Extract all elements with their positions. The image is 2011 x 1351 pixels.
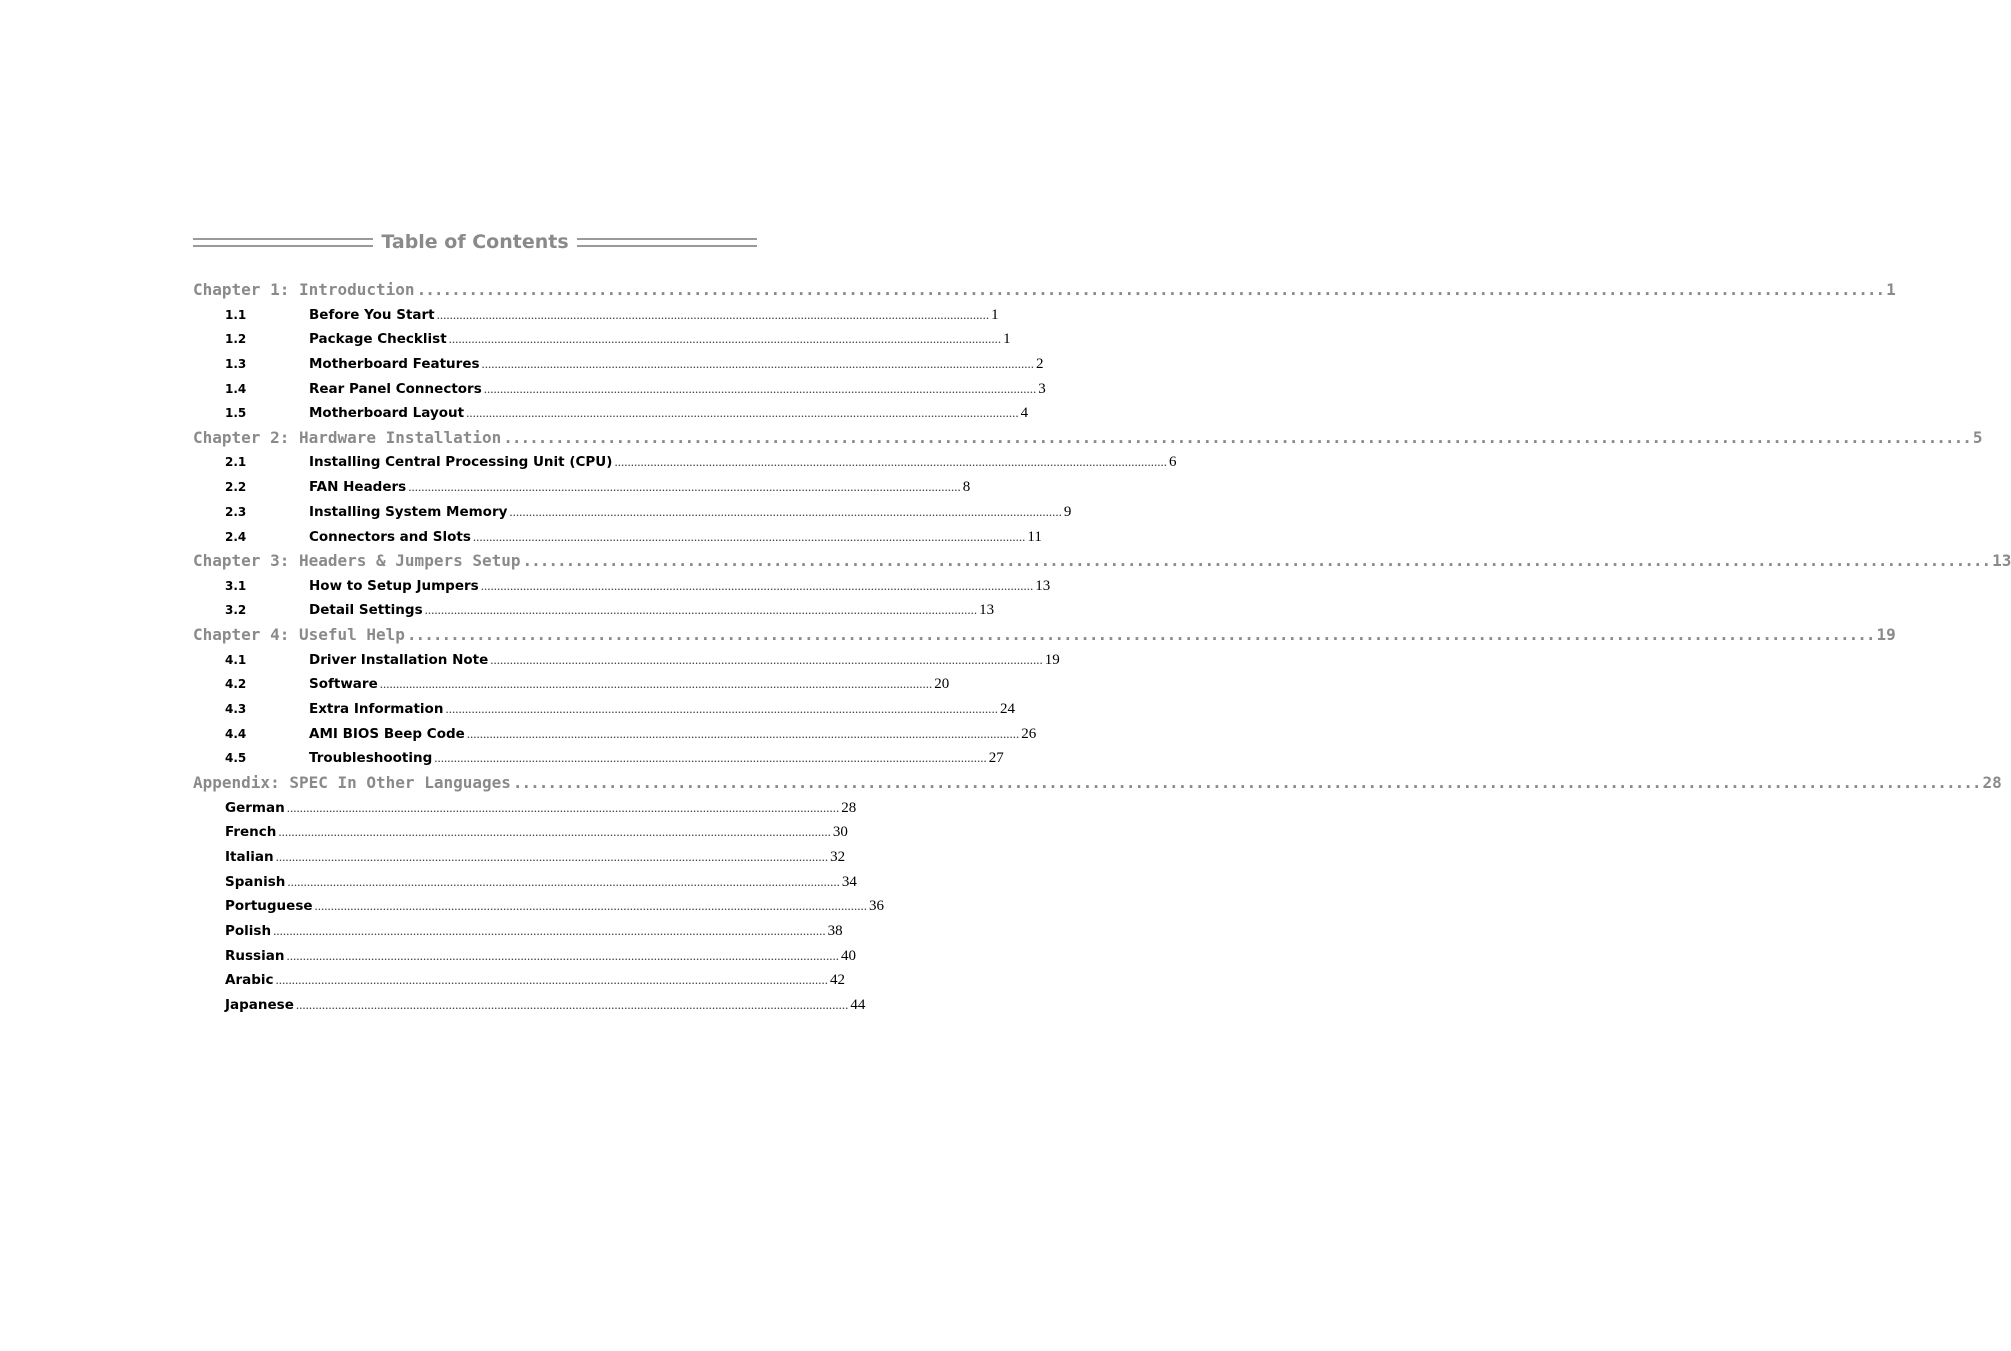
toc-language-entry <box>193 968 846 993</box>
page-number: 44 <box>850 997 866 1013</box>
toc-language-entry <box>193 944 856 969</box>
section-number: 1.1 <box>225 307 247 322</box>
toc-section-entry <box>193 648 1060 673</box>
chapter-title: Chapter 1: Introduction <box>193 280 415 299</box>
page-number: 30 <box>832 824 848 841</box>
page-number: 1 <box>991 306 999 323</box>
page-number: 13 <box>1992 551 2011 571</box>
toc-chapter-entry <box>193 623 1896 648</box>
section-title: Motherboard Layout <box>309 405 465 422</box>
dot-leader: .......................................................................................................................................................................... <box>273 922 826 938</box>
section-number: 2.3 <box>225 504 247 519</box>
page-number: 19 <box>1876 625 1896 645</box>
section-number: 4.3 <box>225 701 247 716</box>
toc-section-entry <box>193 475 971 500</box>
toc-section-entry <box>193 450 1177 475</box>
section-number: 4.2 <box>225 677 247 692</box>
section-number: 1.3 <box>225 356 247 371</box>
right-double-rule <box>577 238 757 247</box>
page-number: 28 <box>1982 773 2002 792</box>
dot-leader: .......................................................................................................................................................................... <box>286 947 839 963</box>
dot-leader: .......................................................................................................................................................................... <box>512 773 1981 792</box>
toc-section-entry <box>193 500 1072 525</box>
page-title: Table of Contents <box>381 231 569 253</box>
page-number: 4 <box>1020 405 1029 422</box>
page-number: 27 <box>988 750 1004 767</box>
dot-leader: .......................................................................................................................................................................... <box>445 700 998 716</box>
toc-section-entry <box>193 303 999 328</box>
dot-leader: .......................................................................................................................................................................... <box>275 972 829 988</box>
chapter-title: Chapter 2: Hardware Installation <box>193 427 502 447</box>
language-title: Italian <box>225 848 274 865</box>
section-title: FAN Headers <box>309 479 407 496</box>
toc-language-entry <box>193 993 866 1018</box>
section-number: 2.2 <box>225 480 247 495</box>
dot-leader: .......................................................................................................................................................................... <box>614 454 1167 470</box>
section-title: Rear Panel Connectors <box>309 380 482 397</box>
toc-chapter-entry <box>193 278 1896 303</box>
dot-leader: .......................................................................................................................................................................... <box>278 824 831 840</box>
page-number: 34 <box>841 873 857 890</box>
toc-section-entry <box>193 672 950 697</box>
dot-leader: .......................................................................................................................................................................... <box>434 750 987 766</box>
dot-leader: .......................................................................................................................................................................... <box>406 625 1875 645</box>
toc-chapter-entry <box>193 549 2011 574</box>
section-number: 3.1 <box>225 578 247 593</box>
toc-section-entry <box>193 722 1037 747</box>
page-number: 13 <box>979 602 995 619</box>
page-number: 2 <box>1036 355 1044 372</box>
toc-section-entry <box>193 377 1046 402</box>
page-number: 20 <box>934 676 950 693</box>
section-number: 4.5 <box>225 751 247 766</box>
chapter-title: Chapter 3: Headers & Jumpers Setup <box>193 551 521 571</box>
dot-leader: .......................................................................................................................................................................... <box>466 725 1020 741</box>
toc-language-entry <box>193 845 846 870</box>
chapter-title: Appendix: SPEC In Other Languages <box>193 773 511 792</box>
left-double-rule <box>193 238 373 247</box>
section-number: 1.5 <box>225 406 247 421</box>
dot-leader: .......................................................................................................................................................................... <box>408 479 961 495</box>
page-number: 13 <box>1035 577 1051 594</box>
section-title: Installing Central Processing Unit (CPU) <box>309 454 613 471</box>
page-number: 11 <box>1027 528 1042 545</box>
language-title: Polish <box>225 922 272 939</box>
page-number: 42 <box>830 972 846 989</box>
page-number: 26 <box>1021 725 1037 742</box>
toc-language-entry <box>193 870 857 895</box>
dot-leader: .......................................................................................................................................................................... <box>416 280 1885 299</box>
dot-leader: .......................................................................................................................................................................... <box>480 577 1034 593</box>
page-number: 1 <box>1003 331 1011 348</box>
section-number: 3.2 <box>225 603 247 618</box>
section-number: 2.4 <box>225 529 247 544</box>
toc-section-entry <box>193 746 1004 771</box>
language-title: Russian <box>225 947 285 964</box>
language-title: Japanese <box>225 997 294 1013</box>
page-number: 28 <box>841 799 857 816</box>
toc-section-entry <box>193 352 1044 377</box>
page-number: 5 <box>1972 427 1983 447</box>
section-number: 1.4 <box>225 381 247 396</box>
section-number: 4.1 <box>225 652 247 667</box>
section-title: Before You Start <box>309 306 435 323</box>
toc-section-entry <box>193 697 1015 722</box>
dot-leader: .......................................................................................................................................................................... <box>509 503 1062 519</box>
dot-leader: .......................................................................................................................................................................... <box>314 898 868 914</box>
dot-leader: .......................................................................................................................................................................... <box>472 528 1026 544</box>
language-title: French <box>225 824 277 841</box>
page-number: 19 <box>1044 651 1060 668</box>
dot-leader: .......................................................................................................................................................................... <box>295 997 849 1012</box>
section-title: Detail Settings <box>309 602 423 619</box>
toc-language-entry <box>193 820 848 845</box>
dot-leader: .......................................................................................................................................................................... <box>490 651 1043 667</box>
dot-leader: .......................................................................................................................................................................... <box>424 602 978 618</box>
dot-leader: .......................................................................................................................................................................... <box>522 551 1991 571</box>
page-number: 24 <box>999 700 1015 717</box>
toc-section-entry <box>193 525 1042 550</box>
dot-leader: .......................................................................................................................................................................... <box>503 427 1971 447</box>
section-title: AMI BIOS Beep Code <box>309 725 465 742</box>
page-number: 38 <box>827 922 843 939</box>
dot-leader: .......................................................................................................................................................................... <box>436 306 990 322</box>
page-number: 3 <box>1038 380 1046 397</box>
section-title: Package Checklist <box>309 331 447 348</box>
page-number: 40 <box>840 947 856 964</box>
toc-language-entry <box>193 919 843 944</box>
section-title: Connectors and Slots <box>309 528 471 545</box>
toc-header <box>193 228 757 256</box>
page-number: 8 <box>962 479 971 496</box>
section-number: 2.1 <box>225 455 247 470</box>
section-title: Software <box>309 676 378 693</box>
page-number: 1 <box>1886 280 1896 299</box>
page-number: 9 <box>1063 503 1072 520</box>
page-number: 36 <box>869 898 885 915</box>
dot-leader: .......................................................................................................................................................................... <box>448 331 1002 347</box>
toc-section-entry <box>193 327 1011 352</box>
dot-leader: .......................................................................................................................................................................... <box>466 405 1019 421</box>
toc-chapter-entry <box>193 771 2002 796</box>
dot-leader: .......................................................................................................................................................................... <box>379 676 933 692</box>
toc-section-entry <box>193 598 995 623</box>
dot-leader: .......................................................................................................................................................................... <box>483 380 1037 396</box>
language-title: Spanish <box>225 873 286 890</box>
page-number: 32 <box>830 848 846 865</box>
section-number: 4.4 <box>225 726 247 741</box>
section-title: How to Setup Jumpers <box>309 577 479 594</box>
section-title: Troubleshooting <box>309 750 433 767</box>
table-of-contents <box>193 278 2011 1018</box>
toc-section-entry <box>193 401 1029 426</box>
toc-chapter-entry <box>193 426 1983 451</box>
language-title: Portuguese <box>225 898 313 915</box>
language-title: German <box>225 799 285 816</box>
toc-section-entry <box>193 574 1051 599</box>
dot-leader: .......................................................................................................................................................................... <box>275 848 829 864</box>
toc-language-entry <box>193 894 885 919</box>
section-title: Motherboard Features <box>309 355 480 372</box>
section-title: Driver Installation Note <box>309 651 489 668</box>
toc-language-entry <box>193 796 857 821</box>
section-title: Installing System Memory <box>309 503 508 520</box>
page-number: 6 <box>1168 454 1177 471</box>
language-title: Arabic <box>225 972 274 989</box>
chapter-title: Chapter 4: Useful Help <box>193 625 405 645</box>
section-title: Extra Information <box>309 700 444 717</box>
section-number: 1.2 <box>225 332 247 347</box>
dot-leader: .......................................................................................................................................................................... <box>287 873 840 889</box>
dot-leader: .......................................................................................................................................................................... <box>286 799 840 815</box>
dot-leader: .......................................................................................................................................................................... <box>481 355 1035 371</box>
